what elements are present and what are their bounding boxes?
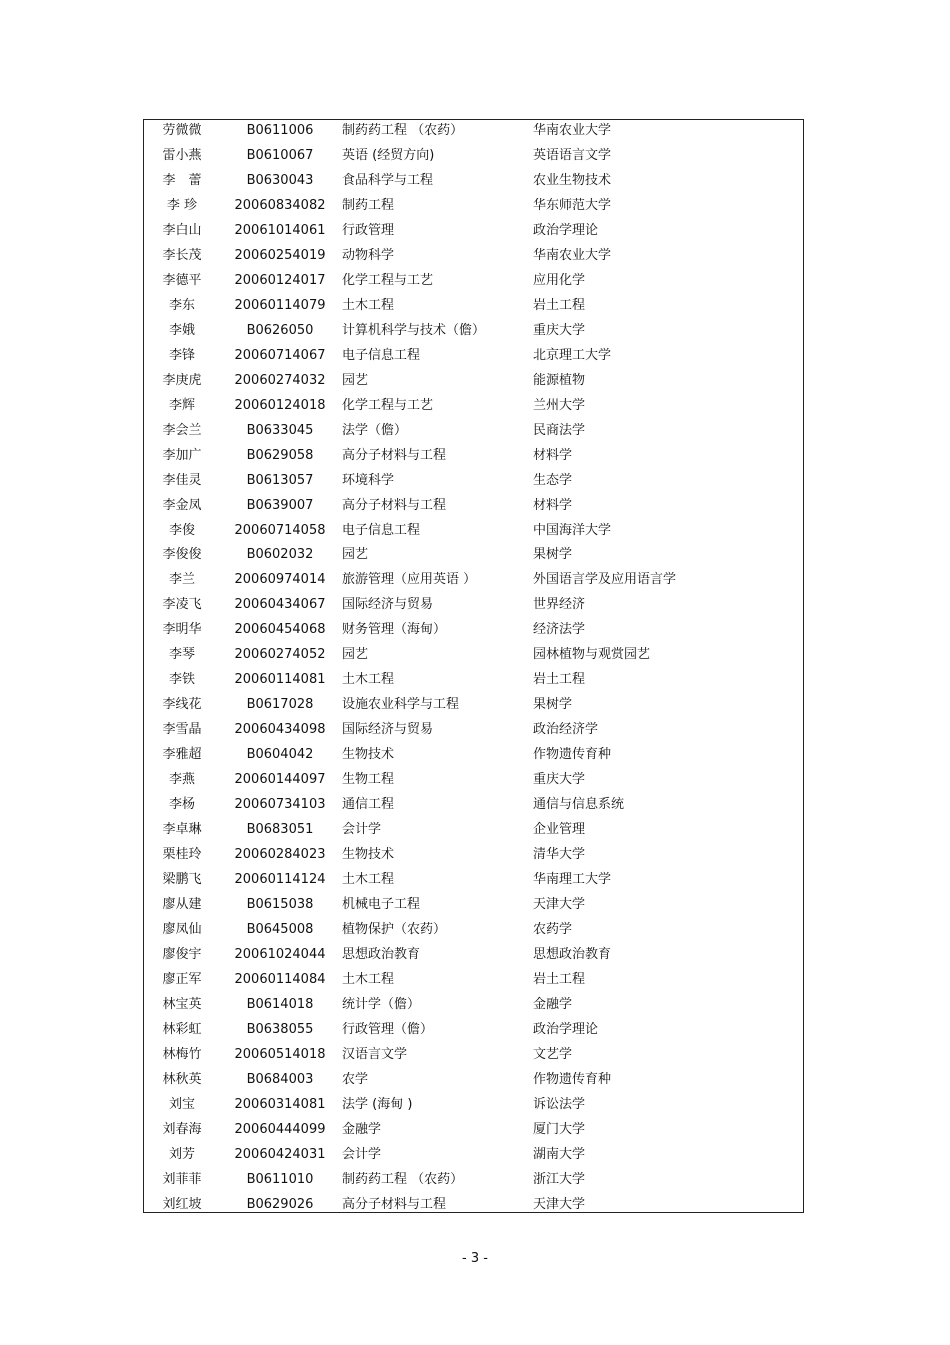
student-name: 李长茂 bbox=[162, 247, 202, 263]
student-id: 20060424031 bbox=[234, 1146, 326, 1162]
student-major: 会计学 bbox=[342, 822, 382, 838]
student-major: 土木工程 bbox=[342, 672, 395, 688]
student-major: 电子信息工程 bbox=[342, 347, 421, 363]
student-name: 李线花 bbox=[162, 697, 202, 713]
admitted-program: 北京理工大学 bbox=[533, 347, 612, 363]
admitted-program: 浙江大学 bbox=[533, 1171, 586, 1187]
student-major: 法学 (海甸 ) bbox=[342, 1096, 413, 1112]
student-id: 20061014061 bbox=[234, 222, 326, 238]
student-id: B0604042 bbox=[246, 747, 314, 763]
student-major: 环境科学 bbox=[342, 472, 395, 488]
table-row bbox=[144, 1196, 803, 1221]
student-id: 20060444099 bbox=[234, 1121, 326, 1137]
table-row bbox=[144, 397, 803, 422]
admitted-program: 企业管理 bbox=[533, 822, 586, 838]
table-row bbox=[144, 1071, 803, 1096]
admitted-program: 政治学理论 bbox=[533, 222, 599, 238]
student-name: 李会兰 bbox=[162, 422, 202, 438]
admitted-program: 果树学 bbox=[533, 547, 573, 563]
admitted-program: 果树学 bbox=[533, 697, 573, 713]
student-id: 20060274052 bbox=[234, 647, 326, 663]
table-row bbox=[144, 297, 803, 322]
student-major: 旅游管理（应用英语 ） bbox=[342, 572, 477, 588]
student-name: 梁鹏飞 bbox=[162, 872, 202, 888]
student-major: 金融学 bbox=[342, 1121, 382, 1137]
student-name: 李卓琳 bbox=[162, 822, 202, 838]
student-name: 林彩虹 bbox=[162, 1021, 202, 1037]
table-row bbox=[144, 222, 803, 247]
student-name: 李明华 bbox=[162, 622, 202, 638]
admitted-program: 思想政治教育 bbox=[533, 947, 612, 962]
table-row bbox=[144, 497, 803, 522]
table-row bbox=[144, 122, 803, 147]
table-row bbox=[144, 522, 803, 547]
student-major: 设施农业科学与工程 bbox=[342, 697, 460, 713]
student-id: 20060114084 bbox=[234, 971, 326, 987]
student-major: 植物保护（农药） bbox=[342, 922, 447, 938]
table-row bbox=[144, 721, 803, 746]
admitted-program: 华南理工大学 bbox=[533, 872, 612, 888]
student-major: 机械电子工程 bbox=[342, 897, 421, 913]
student-id: B0684003 bbox=[246, 1071, 314, 1087]
admitted-program: 厦门大学 bbox=[533, 1121, 586, 1137]
admitted-program: 经济法学 bbox=[533, 622, 586, 638]
student-major: 汉语言文学 bbox=[342, 1046, 408, 1062]
student-id: 20060454068 bbox=[234, 622, 326, 638]
student-name: 李加广 bbox=[162, 447, 202, 463]
student-id: B0629058 bbox=[246, 447, 314, 463]
student-major: 制药药工程 （农药） bbox=[342, 123, 464, 138]
student-major: 计算机科学与技术（儋） bbox=[342, 322, 486, 338]
admitted-program: 作物遗传育种 bbox=[533, 1071, 612, 1087]
student-major: 电子信息工程 bbox=[342, 522, 421, 538]
table-row bbox=[144, 1146, 803, 1171]
admitted-program: 重庆大学 bbox=[533, 322, 586, 338]
admitted-program: 应用化学 bbox=[533, 272, 586, 288]
table-row bbox=[144, 1021, 803, 1046]
student-major: 动物科学 bbox=[342, 247, 395, 263]
page-number: - 3 - bbox=[462, 1251, 488, 1266]
student-id: 20060314081 bbox=[234, 1096, 326, 1112]
student-name: 刘红坡 bbox=[162, 1196, 202, 1212]
admitted-program: 材料学 bbox=[533, 447, 573, 463]
admitted-program: 清华大学 bbox=[533, 847, 586, 863]
student-major: 化学工程与工艺 bbox=[342, 272, 434, 288]
student-id: 20060734103 bbox=[234, 797, 326, 813]
student-major: 高分子材料与工程 bbox=[342, 447, 447, 463]
student-name: 廖正军 bbox=[162, 971, 202, 987]
table-row bbox=[144, 1096, 803, 1121]
student-major: 土木工程 bbox=[342, 872, 395, 888]
table-row bbox=[144, 1046, 803, 1071]
student-name: 雷小燕 bbox=[162, 147, 202, 163]
student-major: 通信工程 bbox=[342, 797, 395, 813]
student-name: 李燕 bbox=[168, 772, 195, 788]
student-major: 园艺 bbox=[342, 647, 369, 663]
admitted-program: 兰州大学 bbox=[533, 397, 586, 413]
admitted-program: 通信与信息系统 bbox=[533, 797, 625, 813]
student-major: 高分子材料与工程 bbox=[342, 1196, 447, 1212]
table-row bbox=[144, 247, 803, 272]
table-row bbox=[144, 197, 803, 222]
student-name: 李雪晶 bbox=[162, 722, 202, 738]
admitted-program: 农药学 bbox=[533, 922, 573, 938]
admitted-program: 能源植物 bbox=[533, 372, 586, 388]
student-id: B0613057 bbox=[246, 472, 314, 488]
table-row bbox=[144, 696, 803, 721]
admitted-program: 诉讼法学 bbox=[533, 1096, 586, 1112]
student-id: 20060114124 bbox=[234, 872, 326, 888]
admitted-program: 湖南大学 bbox=[533, 1146, 586, 1162]
student-name: 林秋英 bbox=[162, 1071, 202, 1087]
student-name: 李琴 bbox=[168, 647, 195, 663]
student-major: 化学工程与工艺 bbox=[342, 397, 434, 413]
student-name: 李杨 bbox=[168, 797, 195, 813]
table-row bbox=[144, 846, 803, 871]
student-id: B0626050 bbox=[246, 322, 314, 338]
student-id: 20060124017 bbox=[234, 272, 326, 288]
student-id: 20060514018 bbox=[234, 1046, 326, 1062]
table-row bbox=[144, 272, 803, 297]
student-table bbox=[143, 119, 804, 1213]
student-id: 20060434067 bbox=[234, 597, 326, 613]
student-id: B0615038 bbox=[246, 897, 314, 913]
table-row bbox=[144, 372, 803, 397]
student-id: B0610067 bbox=[246, 147, 314, 163]
admitted-program: 华南农业大学 bbox=[533, 123, 612, 138]
student-major: 食品科学与工程 bbox=[342, 172, 434, 188]
student-major: 国际经济与贸易 bbox=[342, 597, 434, 613]
student-id: B0645008 bbox=[246, 922, 314, 938]
table-row bbox=[144, 1121, 803, 1146]
student-name: 李 蕾 bbox=[162, 172, 202, 188]
student-id: 20060144097 bbox=[234, 772, 326, 788]
student-name: 林宝英 bbox=[162, 996, 202, 1012]
student-major: 国际经济与贸易 bbox=[342, 722, 434, 738]
student-name: 李俊 bbox=[168, 522, 195, 538]
student-name: 李雅超 bbox=[162, 747, 202, 763]
admitted-program: 岩土工程 bbox=[533, 297, 586, 313]
table-row bbox=[144, 646, 803, 671]
student-id: 20060714058 bbox=[234, 522, 326, 538]
student-major: 财务管理（海甸） bbox=[342, 622, 447, 638]
student-major: 制药药工程 （农药） bbox=[342, 1171, 464, 1187]
table-row bbox=[144, 347, 803, 372]
admitted-program: 华南农业大学 bbox=[533, 247, 612, 263]
student-name: 刘芳 bbox=[168, 1146, 195, 1162]
student-id: B0638055 bbox=[246, 1021, 314, 1037]
student-name: 刘宝 bbox=[168, 1096, 195, 1112]
student-name: 廖凤仙 bbox=[162, 922, 202, 938]
student-name: 李东 bbox=[168, 297, 195, 313]
student-name: 李庚虎 bbox=[162, 372, 202, 388]
table-row bbox=[144, 472, 803, 497]
student-id: B0629026 bbox=[246, 1196, 314, 1212]
student-id: 20060114081 bbox=[234, 672, 326, 688]
student-major: 英语 (经贸方向) bbox=[342, 147, 435, 163]
table-row bbox=[144, 871, 803, 896]
admitted-program: 外国语言学及应用语言学 bbox=[533, 572, 677, 588]
student-name: 李娥 bbox=[168, 322, 195, 338]
table-row bbox=[144, 746, 803, 771]
student-id: 20060974014 bbox=[234, 572, 326, 588]
student-id: B0617028 bbox=[246, 697, 314, 713]
table-row bbox=[144, 172, 803, 197]
student-id: B0602032 bbox=[246, 547, 314, 563]
table-row bbox=[144, 147, 803, 172]
table-row bbox=[144, 946, 803, 971]
admitted-program: 岩土工程 bbox=[533, 971, 586, 987]
table-row bbox=[144, 821, 803, 846]
table-row bbox=[144, 571, 803, 596]
student-major: 生物技术 bbox=[342, 747, 395, 763]
student-major: 统计学（儋） bbox=[342, 996, 421, 1012]
admitted-program: 生态学 bbox=[533, 472, 573, 488]
admitted-program: 天津大学 bbox=[533, 1196, 586, 1212]
student-name: 刘春海 bbox=[162, 1121, 202, 1137]
student-name: 廖俊宇 bbox=[162, 947, 202, 962]
student-id: 20060284023 bbox=[234, 847, 326, 863]
admitted-program: 天津大学 bbox=[533, 897, 586, 913]
table-row bbox=[144, 546, 803, 571]
student-major: 行政管理 bbox=[342, 222, 395, 238]
admitted-program: 民商法学 bbox=[533, 422, 586, 438]
student-major: 土木工程 bbox=[342, 297, 395, 313]
table-row bbox=[144, 596, 803, 621]
student-name: 劳微微 bbox=[162, 123, 202, 138]
admitted-program: 园林植物与观赏园艺 bbox=[533, 647, 651, 663]
student-major: 思想政治教育 bbox=[342, 947, 421, 962]
student-name: 林梅竹 bbox=[162, 1046, 202, 1062]
student-id: B0611010 bbox=[246, 1171, 314, 1187]
student-major: 生物技术 bbox=[342, 847, 395, 863]
student-id: B0683051 bbox=[246, 822, 314, 838]
admitted-program: 政治学理论 bbox=[533, 1021, 599, 1037]
student-id: B0639007 bbox=[246, 497, 314, 513]
table-row bbox=[144, 996, 803, 1021]
student-name: 李德平 bbox=[162, 272, 202, 288]
table-row bbox=[144, 447, 803, 472]
table-row bbox=[144, 422, 803, 447]
student-name: 李金凤 bbox=[162, 497, 202, 513]
table-row bbox=[144, 322, 803, 347]
student-name: 李白山 bbox=[162, 222, 202, 238]
table-row bbox=[144, 671, 803, 696]
student-major: 土木工程 bbox=[342, 971, 395, 987]
student-id: B0611006 bbox=[246, 123, 314, 138]
student-major: 会计学 bbox=[342, 1146, 382, 1162]
student-id: 20060714067 bbox=[234, 347, 326, 363]
student-major: 制药工程 bbox=[342, 197, 395, 213]
student-name: 李兰 bbox=[168, 572, 195, 588]
student-id: 20060254019 bbox=[234, 247, 326, 263]
student-id: 20060434098 bbox=[234, 722, 326, 738]
table-row bbox=[144, 771, 803, 796]
student-name: 栗桂玲 bbox=[162, 847, 202, 863]
student-major: 园艺 bbox=[342, 372, 369, 388]
admitted-program: 华东师范大学 bbox=[533, 197, 612, 213]
student-major: 园艺 bbox=[342, 547, 369, 563]
admitted-program: 中国海洋大学 bbox=[533, 522, 612, 538]
student-id: 20061024044 bbox=[234, 947, 326, 962]
student-id: 20060834082 bbox=[234, 197, 326, 213]
student-major: 高分子材料与工程 bbox=[342, 497, 447, 513]
table-row bbox=[144, 896, 803, 921]
student-name: 李辉 bbox=[168, 397, 195, 413]
student-name: 李凌飞 bbox=[162, 597, 202, 613]
admitted-program: 金融学 bbox=[533, 996, 573, 1012]
admitted-program: 世界经济 bbox=[533, 597, 586, 613]
table-row bbox=[144, 621, 803, 646]
table-row bbox=[144, 921, 803, 946]
student-id: B0630043 bbox=[246, 172, 314, 188]
student-major: 法学（儋） bbox=[342, 422, 408, 438]
student-major: 行政管理（儋） bbox=[342, 1021, 434, 1037]
admitted-program: 材料学 bbox=[533, 497, 573, 513]
admitted-program: 文艺学 bbox=[533, 1046, 573, 1062]
student-name: 李 珍 bbox=[166, 197, 198, 213]
admitted-program: 岩土工程 bbox=[533, 672, 586, 688]
student-name: 刘菲菲 bbox=[162, 1171, 202, 1187]
student-id: 20060114079 bbox=[234, 297, 326, 313]
admitted-program: 政治经济学 bbox=[533, 722, 599, 738]
student-major: 生物工程 bbox=[342, 772, 395, 788]
student-name: 廖从建 bbox=[162, 897, 202, 913]
student-id: 20060274032 bbox=[234, 372, 326, 388]
table-row bbox=[144, 1171, 803, 1196]
table-row bbox=[144, 796, 803, 821]
admitted-program: 作物遗传育种 bbox=[533, 747, 612, 763]
student-name: 李俊俊 bbox=[162, 547, 202, 563]
admitted-program: 农业生物技术 bbox=[533, 172, 612, 188]
student-id: 20060124018 bbox=[234, 397, 326, 413]
student-name: 李铁 bbox=[168, 672, 195, 688]
student-id: B0614018 bbox=[246, 996, 314, 1012]
student-name: 李佳灵 bbox=[162, 472, 202, 488]
student-name: 李锋 bbox=[168, 347, 195, 363]
student-id: B0633045 bbox=[246, 422, 314, 438]
admitted-program: 重庆大学 bbox=[533, 772, 586, 788]
admitted-program: 英语语言文学 bbox=[533, 147, 612, 163]
table-row bbox=[144, 971, 803, 996]
student-major: 农学 bbox=[342, 1071, 369, 1087]
